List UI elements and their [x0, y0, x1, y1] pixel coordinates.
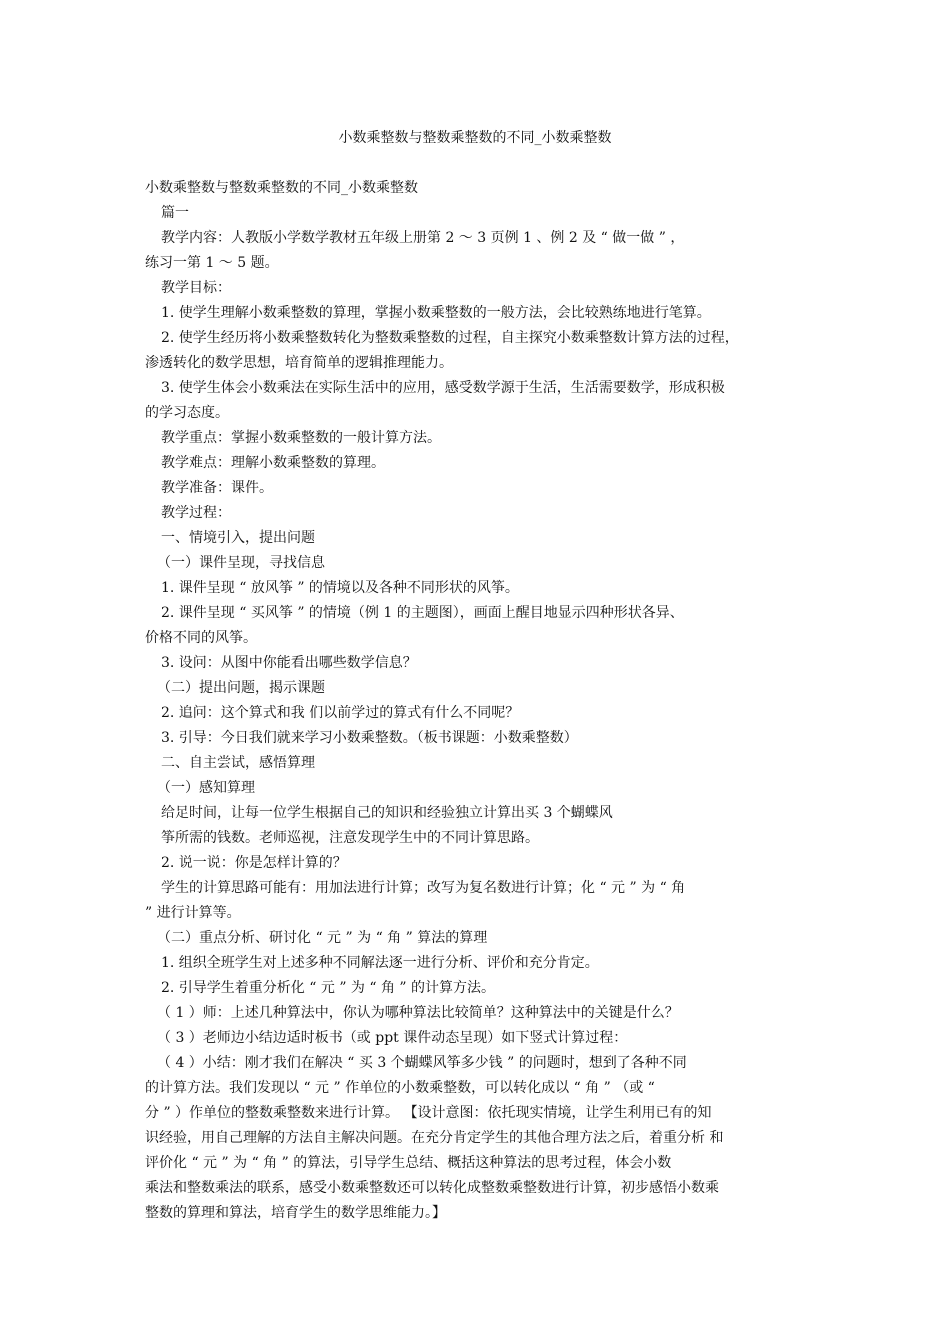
body-line: （ 1 ）师：上述几种算法中，你认为哪种算法比较简单？这种算法中的关键是什么？: [157, 1005, 679, 1021]
document-body: [145, 176, 817, 1226]
body-line: 3. 设问：从图中你能看出哪些数学信息？: [161, 655, 417, 671]
body-line: 2. 追问：这个算式和我 们以前学过的算式有什么不同呢？: [161, 705, 520, 721]
body-line: 教学内容：人教版小学数学教材五年级上册第 2 ～ 3 页例 1 、例 2 及 “ 做一做 ” ，: [161, 230, 685, 246]
body-line: 3. 引导：今日我们就来学习小数乘整数。（板书课题：小数乘整数）: [161, 730, 578, 746]
body-line: 整数的算理和算法，培育学生的数学思维能力。】: [145, 1205, 446, 1221]
body-line: 3. 使学生体会小数乘法在实际生活中的应用，感受数学源于生活，生活需要数学，形成积极: [161, 380, 725, 396]
body-line: 的学习态度。: [145, 405, 229, 421]
body-line: 练习一第 1 ～ 5 题。: [145, 255, 279, 271]
body-line: 二、自主尝试，感悟算理: [161, 755, 315, 771]
body-line: 2. 课件呈现 “ 买风筝 ” 的情境（例 1 的主题图），画面上醒目地显示四种形状各异、: [161, 605, 684, 621]
body-line: 给足时间，让每一位学生根据自己的知识和经验独立计算出买 3 个蝴蝶风: [161, 805, 613, 821]
body-line: 1. 使学生理解小数乘整数的算理，掌握小数乘整数的一般方法，会比较熟练地进行笔算。: [161, 305, 711, 321]
body-line: （一）课件呈现，寻找信息: [157, 555, 325, 571]
body-line: 1. 组织全班学生对上述多种不同解法逐一进行分析、评价和充分肯定。: [161, 955, 599, 971]
body-line: 小数乘整数与整数乘整数的不同_小数乘整数: [145, 180, 418, 196]
body-line: 教学目标：: [161, 280, 231, 296]
body-line: 价格不同的风筝。: [145, 630, 257, 646]
body-line: 学生的计算思路可能有：用加法进行计算；改写为复名数进行计算；化 “ 元 ” 为 “ 角: [161, 880, 686, 896]
body-line: 乘法和整数乘法的联系，感受小数乘整数还可以转化成整数乘整数进行计算，初步感悟小数乘: [145, 1180, 719, 1196]
body-line: 的计算方法。我们发现以 “ 元 ” 作单位的小数乘整数，可以转化成以 “ 角 ” （或 “: [145, 1080, 655, 1096]
body-line: 篇一: [161, 205, 189, 221]
body-line: 一、情境引入，提出问题: [161, 530, 315, 546]
body-line: 分 ” ）作单位的整数乘整数来进行计算。 【设计意图：依托现实情境，让学生利用已有的知: [145, 1105, 712, 1121]
body-line: 2. 使学生经历将小数乘整数转化为整数乘整数的过程，自主探究小数乘整数计算方法的过程，: [161, 330, 739, 346]
body-line: 渗透转化的数学思想，培育简单的逻辑推理能力。: [145, 355, 453, 371]
body-line: 评价化 “ 元 ” 为 “ 角 ” 的算法，引导学生总结、概括这种算法的思考过程，体会小数: [145, 1155, 672, 1171]
body-line: 筝所需的钱数。老师巡视，注意发现学生中的不同计算思路。: [161, 830, 539, 846]
body-line: （一）感知算理: [157, 780, 255, 796]
body-line: 教学难点：理解小数乘整数的算理。: [161, 455, 385, 471]
body-line: （ 3 ）老师边小结边适时板书（或 ppt 课件动态呈现）如下竖式计算过程：: [157, 1030, 628, 1046]
body-line: ” 进行计算等。: [145, 905, 241, 921]
body-line: 2. 引导学生着重分析化 “ 元 ” 为 “ 角 ” 的计算方法。: [161, 980, 496, 996]
body-line: 教学过程：: [161, 505, 231, 521]
body-line: 教学准备：课件。: [161, 480, 273, 496]
body-line: 教学重点：掌握小数乘整数的一般计算方法。: [161, 430, 441, 446]
body-line: 识经验，用自己理解的方法自主解决问题。在充分肯定学生的其他合理方法之后，着重分析 和: [145, 1130, 724, 1146]
body-line: 1. 课件呈现 “ 放风筝 ” 的情境以及各种不同形状的风筝。: [161, 580, 519, 596]
body-line: 2. 说一说：你是怎样计算的？: [161, 855, 347, 871]
body-line: （二）提出问题，揭示课题: [157, 680, 325, 696]
body-line: （二）重点分析、研讨化 “ 元 ” 为 “ 角 ” 算法的算理: [157, 930, 488, 946]
body-line: （ 4 ）小结：刚才我们在解决 “ 买 3 个蝴蝶风筝多少钱 ” 的问题时，想到了各种不同: [157, 1055, 687, 1071]
document-title: 小数乘整数与整数乘整数的不同_小数乘整数: [338, 130, 612, 146]
